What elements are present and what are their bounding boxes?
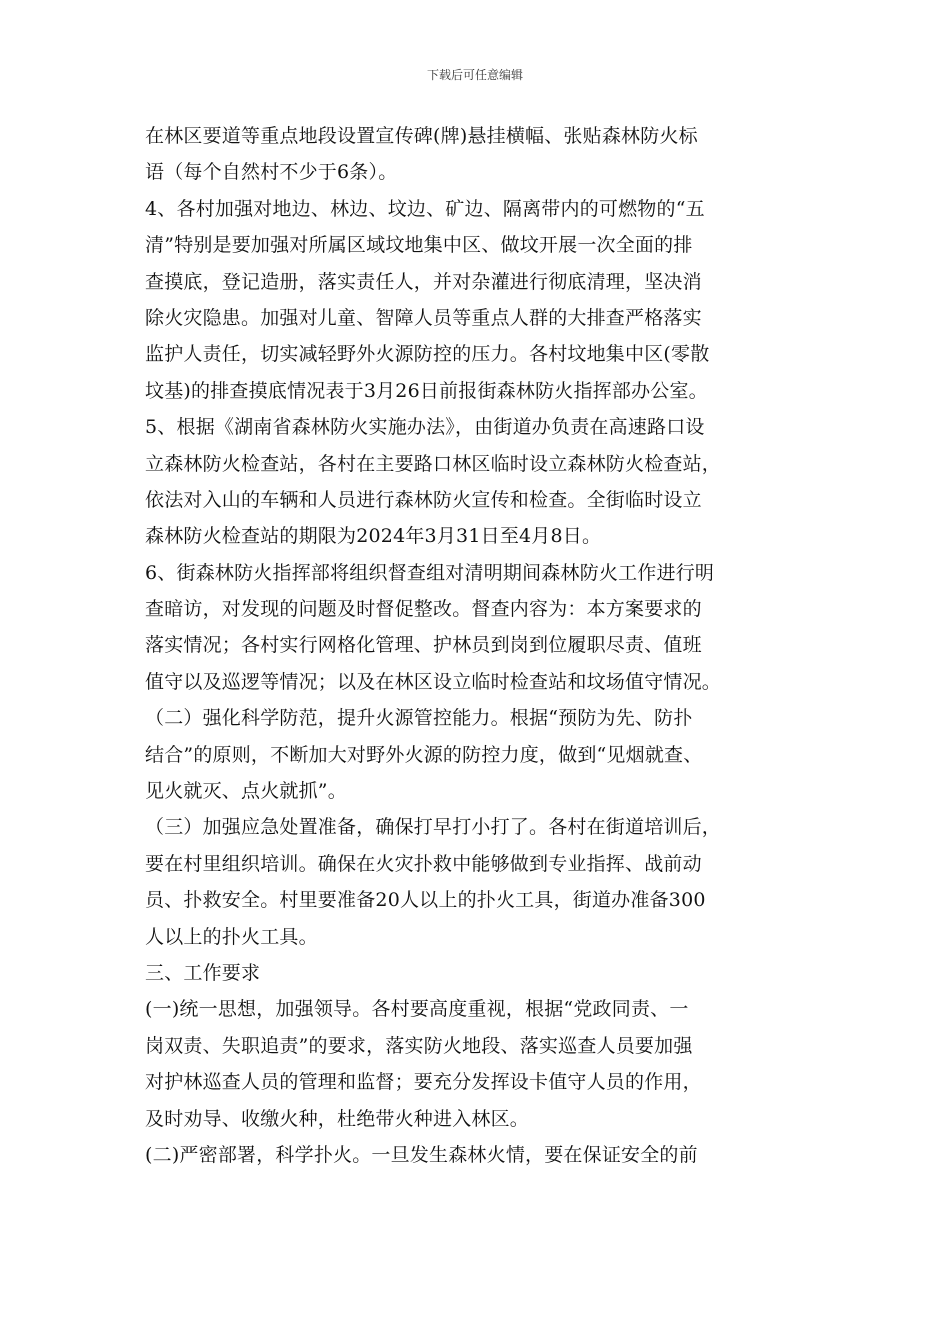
text-line: 坟基)的排查摸底情况表于3月26日前报街森林防火指挥部办公室。 — [145, 379, 708, 402]
text-line: 6、街森林防火指挥部将组织督查组对清明期间森林防火工作进行明 — [145, 561, 715, 584]
text-line: (一)统一思想，加强领导。各村要高度重视，根据“党政同责、一 — [145, 998, 689, 1021]
text-line: 员、扑救安全。村里要准备20人以上的扑火工具，街道办准备300 — [145, 889, 706, 912]
document-body — [145, 118, 810, 1173]
text-line: 对护林巡查人员的管理和监督；要充分发挥设卡值守人员的作用， — [145, 1071, 702, 1094]
text-line: 结合”的原则，不断加大对野外火源的防控力度，做到“见烟就查、 — [145, 743, 703, 766]
text-line: (二)严密部署，科学扑火。一旦发生森林火情，要在保证安全的前 — [145, 1143, 698, 1166]
text-line: 立森林防火检查站，各村在主要路口林区临时设立森林防火检查站， — [145, 452, 722, 475]
section-heading: 三、工作要求 — [145, 961, 261, 984]
text-line: （二）强化科学防范，提升火源管控能力。根据“预防为先、防扑 — [145, 707, 693, 730]
text-line: 见火就灭、点火就抓”。 — [145, 780, 347, 803]
text-line: 落实情况；各村实行网格化管理、护林员到岗到位履职尽责、值班 — [145, 634, 702, 657]
text-line: 查暗访，对发现的问题及时督促整改。督查内容为：本方案要求的 — [145, 598, 702, 621]
text-line: 人以上的扑火工具。 — [145, 925, 318, 948]
text-line: 清”特别是要加强对所属区域坟地集中区、做坟开展一次全面的排 — [145, 234, 693, 257]
text-line: 岗双责、失职追责”的要求，落实防火地段、落实巡查人员要加强 — [145, 1034, 693, 1057]
text-line: 要在村里组织培训。确保在火灾扑救中能够做到专业指挥、战前动 — [145, 852, 702, 875]
text-line: 监护人责任，切实减轻野外火源防控的压力。各村坟地集中区(零散 — [145, 343, 710, 366]
text-line: 语（每个自然村不少于6条）。 — [145, 161, 398, 184]
text-line: 值守以及巡逻等情况；以及在林区设立临时检查站和坟场值守情况。 — [145, 670, 722, 693]
text-line: 及时劝导、收缴火种，杜绝带火种进入林区。 — [145, 1107, 530, 1130]
header-note: 下载后可任意编辑 — [426, 68, 523, 82]
text-line: （三）加强应急处置准备，确保打早打小打了。各村在街道培训后， — [145, 816, 722, 839]
text-line: 查摸底，登记造册，落实责任人，并对杂灌进行彻底清理，坚决消 — [145, 270, 702, 293]
text-line: 4、各村加强对地边、林边、坟边、矿边、隔离带内的可燃物的“五 — [145, 197, 705, 220]
text-line: 依法对入山的车辆和人员进行森林防火宣传和检查。全街临时设立 — [145, 488, 702, 511]
text-line: 除火灾隐患。加强对儿童、智障人员等重点人群的大排查严格落实 — [145, 306, 702, 329]
text-line: 5、根据《湖南省森林防火实施办法》，由街道办负责在高速路口设 — [145, 416, 705, 439]
text-line: 在林区要道等重点地段设置宣传碑(牌)悬挂横幅、张贴森林防火标 — [145, 125, 698, 147]
text-line: 森林防火检查站的期限为2024年3月31日至4月8日。 — [145, 525, 602, 548]
